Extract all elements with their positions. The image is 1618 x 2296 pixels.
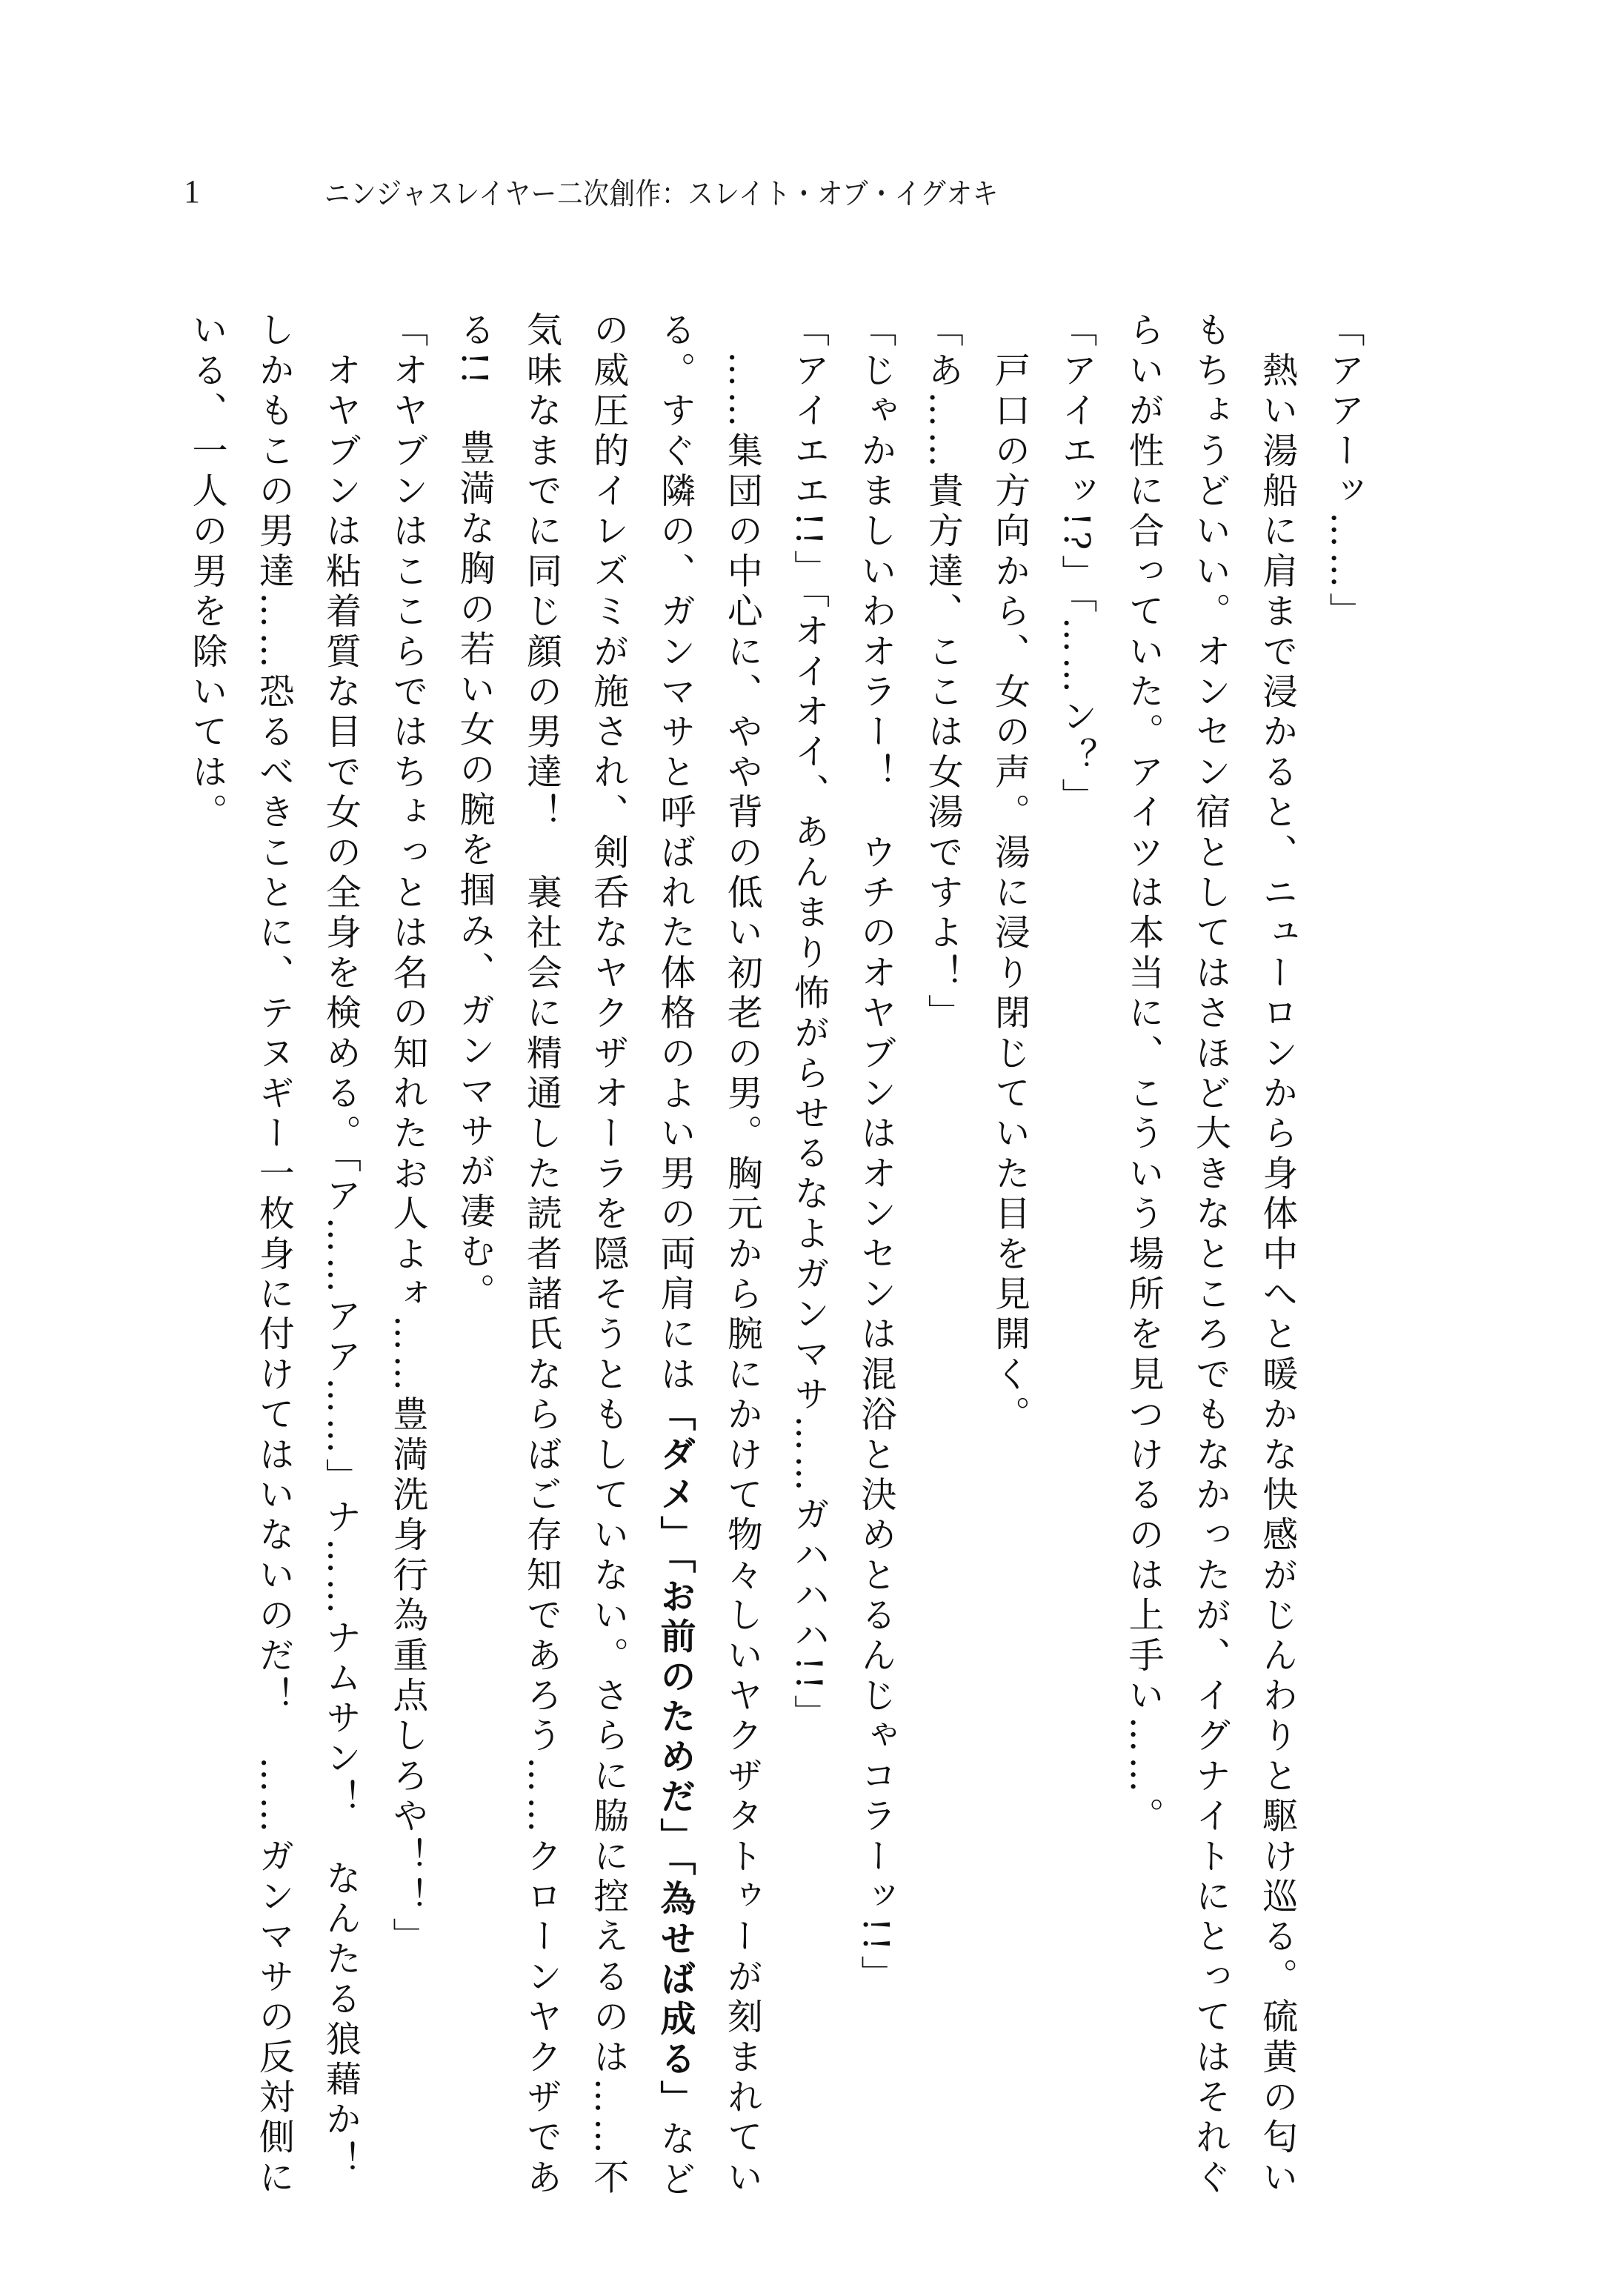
indent-space: [721, 311, 762, 351]
text-segment: らいが性に合っていた。アイツは本当に、こういう場所を見つけるのは上手い……。: [1122, 311, 1165, 1837]
text-column: [1176, 311, 1243, 2199]
text-segment: 「アイエエ!!」「オイオイ、あんまり怖がらせるなよガンマサ……ガハハハ!!」: [788, 311, 830, 1734]
text-segment: る。すぐ隣の、ガンマサと呼ばれた体格のよい男の両肩には: [654, 311, 696, 1396]
text-column: [307, 311, 373, 2181]
text-column: [574, 311, 641, 2199]
indent-space: [1256, 311, 1298, 351]
text-segment: など: [654, 2120, 696, 2200]
page-number: 1: [184, 173, 200, 210]
text-column: [842, 311, 909, 2030]
text-column: [1110, 311, 1176, 2030]
text-segment: ……集団の中心に、やや背の低い初老の男。胸元から腕にかけて物々しいヤクザタトゥーが刻まれてい: [721, 351, 763, 2199]
text-segment: 「アイエッ!?」「……ン？」: [1055, 311, 1097, 818]
text-segment: もちょうどいい。オンセン宿としてはさほど大きなところでもなかったが、イグナイトにとってはそれぐ: [1189, 311, 1231, 2199]
text-segment: 「あ……貴方達、ここは女湯ですよ！」: [922, 311, 964, 1034]
text-segment: 熱い湯船に肩まで浸かると、ニューロンから身体中へと暖かな快感がじんわりと駆け巡る。硫黄の匂い: [1256, 351, 1298, 2199]
text-column: [240, 311, 307, 2199]
emphasized-text: 「ダメ」「お前のためだ」「為せば成る」: [654, 1395, 696, 2120]
text-segment: 気味なまでに同じ顔の男達！ 裏社会に精通した読者諸氏ならばご存知であろう……クローンヤクザであ: [520, 311, 562, 2199]
vertical-body-text: [173, 311, 1377, 2200]
page-header: [184, 169, 1108, 213]
text-column: [374, 311, 441, 2030]
text-column: [775, 311, 842, 2030]
running-title: ニンジャスレイヤー二次創作：スレイト・オブ・イグオキ: [324, 176, 999, 211]
text-column: [173, 311, 240, 2030]
text-segment: オヤブンは粘着質な目で女の全身を検める。「ア……アア……」ナ……ナムサン！ なんたる狼藉か！: [319, 351, 362, 2181]
text-segment: しかもこの男達……恐るべきことに、テヌギー一枚身に付けてはいないのだ！ ……ガンマサの反対側に: [253, 311, 295, 2199]
text-segment: 「アアーッ……」: [1323, 311, 1365, 633]
text-segment: いる、一人の男を除いては。: [185, 311, 227, 833]
text-column: [1311, 311, 1377, 2030]
indent-space: [320, 311, 362, 351]
text-segment: 「じゃかましいわオラー！ ウチのオヤブンはオンセンは混浴と決めとるんじゃコラーッ!!」: [854, 311, 896, 1996]
text-segment: の威圧的イレズミが施され、剣呑なヤクザオーラを隠そうともしていない。さらに脇に控えるのは……不: [587, 311, 629, 2199]
text-column: [1043, 311, 1110, 2030]
text-segment: 戸口の方向から、女の声。湯に浸り閉じていた目を見開く。: [988, 351, 1031, 1436]
text-column: [708, 311, 775, 2199]
text-column: [507, 311, 574, 2199]
text-column: [976, 311, 1042, 2030]
text-column: [642, 311, 708, 2200]
text-segment: 「オヤブンはここらではちょっとは名の知れたお人よォ……豊満洗身行為重点しろや！！」: [386, 311, 428, 1958]
text-column: [441, 311, 507, 2030]
indent-space: [989, 311, 1031, 351]
text-column: [909, 311, 976, 2030]
text-column: [1243, 311, 1310, 2199]
text-segment: る!! 豊満な胸の若い女の腕を掴み、ガンマサが凄む。: [453, 311, 496, 1313]
